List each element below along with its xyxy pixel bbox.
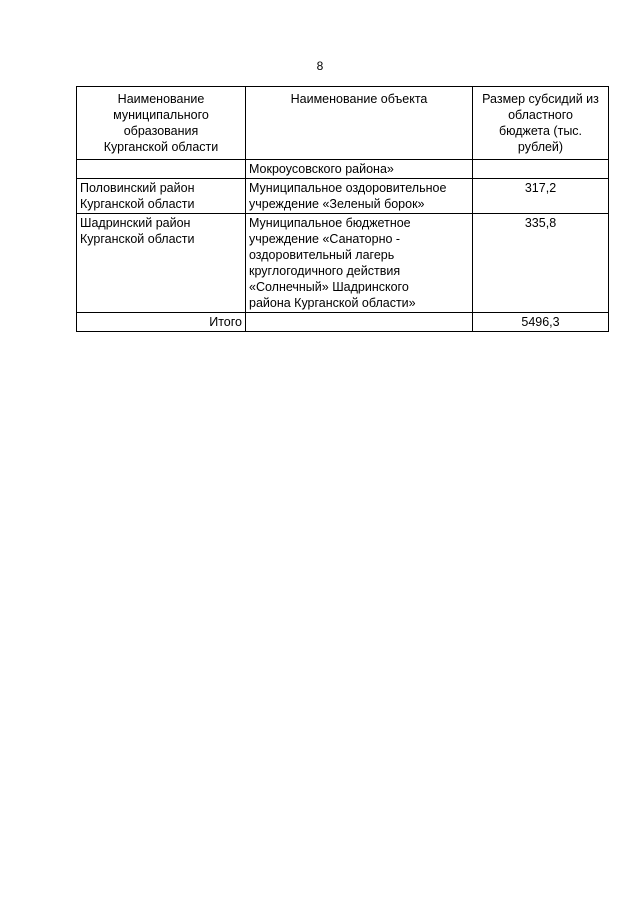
table-row xyxy=(77,214,609,313)
cell-municipality: Шадринский район Курганской области xyxy=(77,214,246,313)
table-header-row xyxy=(77,87,609,160)
table-row xyxy=(77,179,609,214)
page-number: 8 xyxy=(316,59,324,73)
total-value: 5496,3 xyxy=(473,313,609,332)
total-object xyxy=(246,313,473,332)
total-label: Итого xyxy=(77,313,246,332)
cell-object: Муниципальное оздоровительное учреждение «Зеленый борок» xyxy=(246,179,473,214)
cell-object: Мокроусовского района» xyxy=(246,160,473,179)
header-subsidy: Размер субсидий из областного бюджета (тыс. рублей) xyxy=(473,87,609,160)
header-municipality: Наименование муниципального образования Курганской области xyxy=(77,87,246,160)
header-object: Наименование объекта xyxy=(246,87,473,160)
table-total-row xyxy=(77,313,609,332)
table-row xyxy=(77,160,609,179)
cell-municipality: Половинский район Курганской области xyxy=(77,179,246,214)
cell-subsidy xyxy=(473,160,609,179)
cell-subsidy: 335,8 xyxy=(473,214,609,313)
cell-object: Муниципальное бюджетное учреждение «Санаторно - оздоровительный лагерь круглогодичного действия «Солнечный» Шадринского района Курганской области» xyxy=(246,214,473,313)
subsidy-table xyxy=(76,86,609,332)
cell-subsidy: 317,2 xyxy=(473,179,609,214)
cell-municipality xyxy=(77,160,246,179)
